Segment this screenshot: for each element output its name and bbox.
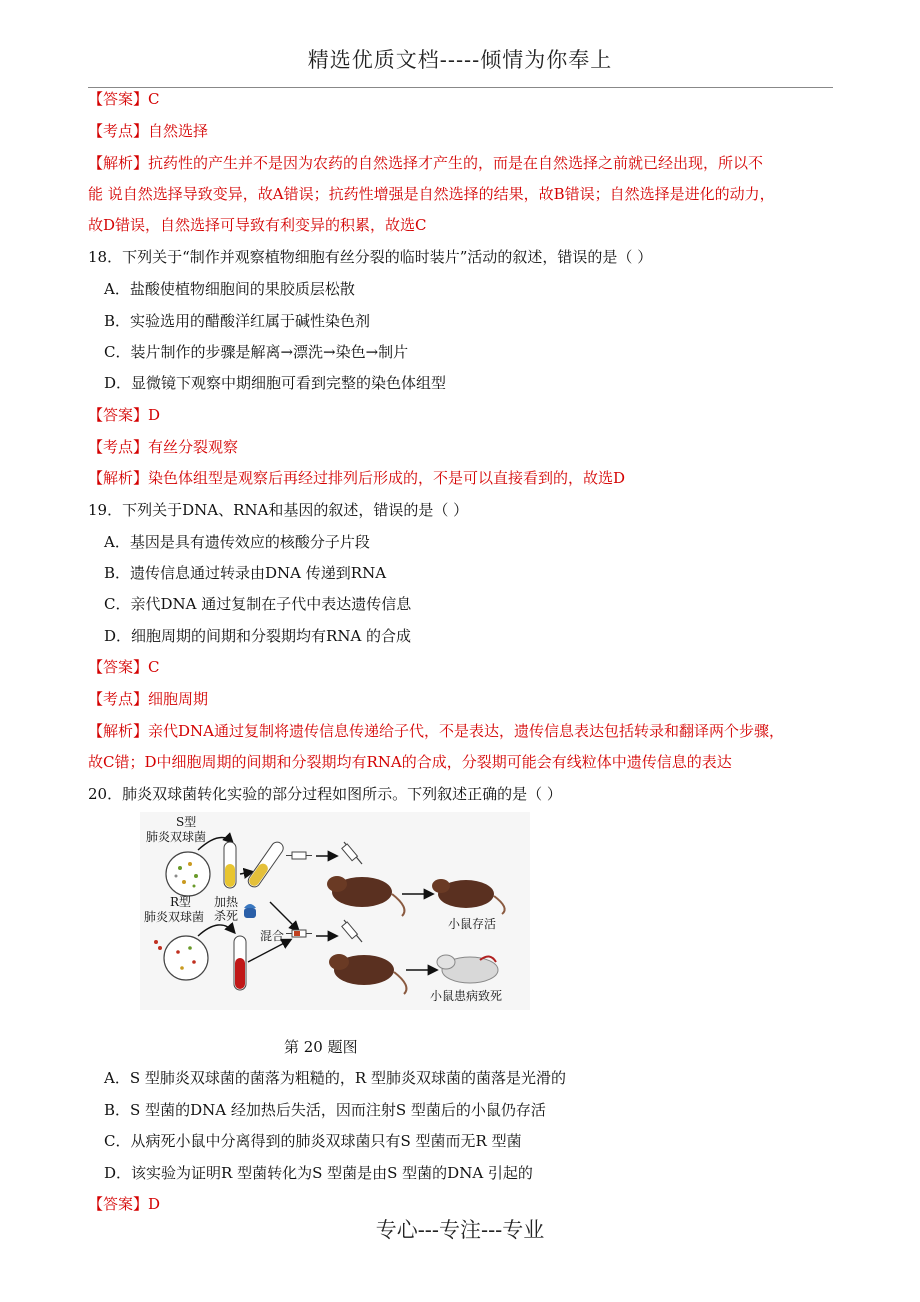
q17-point: 【考点】自然选择 (88, 122, 209, 140)
s-type-label-2: 肺炎双球菌 (146, 830, 207, 844)
page-footer: 专心---专注---专业 (375, 1218, 545, 1242)
q18-point: 【考点】有丝分裂观察 (88, 438, 239, 456)
q18-stem: 18．下列关于“制作并观察植物细胞有丝分裂的临时装片”活动的叙述，错误的是（ ） (88, 248, 653, 266)
r-type-label-2: 肺炎双球菌 (144, 910, 205, 924)
page-header: 精选优质文档-----倾情为你奉上 (307, 48, 613, 72)
die-label: 小鼠患病致死 (430, 989, 503, 1003)
heat-label-2: 杀死 (214, 909, 239, 923)
r-type-label: R型 (170, 895, 192, 909)
q19-option-a: A．基因是具有遗传效应的核酸分子片段 (104, 533, 370, 551)
q20-option-c: C．从病死小鼠中分离得到的肺炎双球菌只有S 型菌而无R 型菌 (104, 1132, 522, 1150)
q18-analysis-line-1: 【解析】染色体组型是观察后再经过排列后形成的，不是可以直接看到的，故选D (88, 469, 626, 487)
q19-analysis-line-1: 【解析】亲代DNA通过复制将遗传信息传递给子代，不是表达，遗传信息表达包括转录和翻译两个步骤， (88, 722, 784, 740)
q19-stem: 19．下列关于DNA、RNA和基因的叙述，错误的是（ ） (88, 501, 469, 519)
s-type-label: S型 (176, 815, 197, 829)
s-type-test-tube (224, 842, 236, 888)
q18-option-b: B．实验选用的醋酸洋红属于碱性染色剂 (104, 312, 371, 330)
q19-option-c: C．亲代DNA 通过复制在子代中表达遗传信息 (104, 595, 412, 613)
q17-analysis-line-2: 能 说自然选择导致变异，故A错误；抗药性增强是自然选择的结果，故B错误；自然选择是进化的动力， (88, 185, 775, 203)
figure-caption: 第 20 题图 (284, 1038, 358, 1056)
q18-option-d: D．显微镜下观察中期细胞可看到完整的染色体组型 (104, 374, 447, 392)
mix-label: 混合 (260, 929, 285, 943)
alcohol-lamp-icon (244, 904, 256, 918)
q19-answer: 【答案】C (88, 658, 160, 676)
header-divider (88, 87, 833, 88)
q20-option-a: A．S 型肺炎双球菌的菌落为粗糙的，R 型肺炎双球菌的菌落是光滑的 (104, 1069, 566, 1087)
q17-answer: 【答案】C (88, 90, 160, 108)
q17-analysis-line-1: 【解析】抗药性的产生并不是因为农药的自然选择才产生的，而是在自然选择之前就已经出现，所以不 (88, 154, 764, 172)
q19-analysis-line-2: 故C错；D中细胞周期的间期和分裂期均有RNA的合成，分裂期可能会有线粒体中遗传信息的表达 (88, 753, 732, 771)
survive-label: 小鼠存活 (448, 917, 497, 931)
q17-analysis-line-3: 故D错误，自然选择可导致有利变异的积累，故选C (88, 216, 427, 234)
q20-option-b: B．S 型菌的DNA 经加热后失活，因而注射S 型菌后的小鼠仍存活 (104, 1101, 546, 1119)
transformation-experiment-figure (140, 812, 530, 1010)
q20-option-d: D．该实验为证明R 型菌转化为S 型菌是由S 型菌的DNA 引起的 (104, 1164, 533, 1182)
s-type-petri-dish (166, 852, 210, 896)
q19-point: 【考点】细胞周期 (88, 690, 209, 708)
q20-stem: 20．肺炎双球菌转化实验的部分过程如图所示。下列叙述正确的是（ ） (88, 785, 562, 803)
r-type-test-tube (234, 936, 246, 990)
q18-option-c: C．装片制作的步骤是解离→漂洗→染色→制片 (104, 343, 409, 361)
q19-option-b: B．遗传信息通过转录由DNA 传递到RNA (104, 564, 387, 582)
q20-answer: 【答案】D (88, 1195, 161, 1213)
q18-answer: 【答案】D (88, 406, 161, 424)
q19-option-d: D．细胞周期的间期和分裂期均有RNA 的合成 (104, 627, 412, 645)
heat-label: 加热 (214, 895, 239, 909)
q18-option-a: A．盐酸使植物细胞间的果胶质层松散 (104, 280, 355, 298)
